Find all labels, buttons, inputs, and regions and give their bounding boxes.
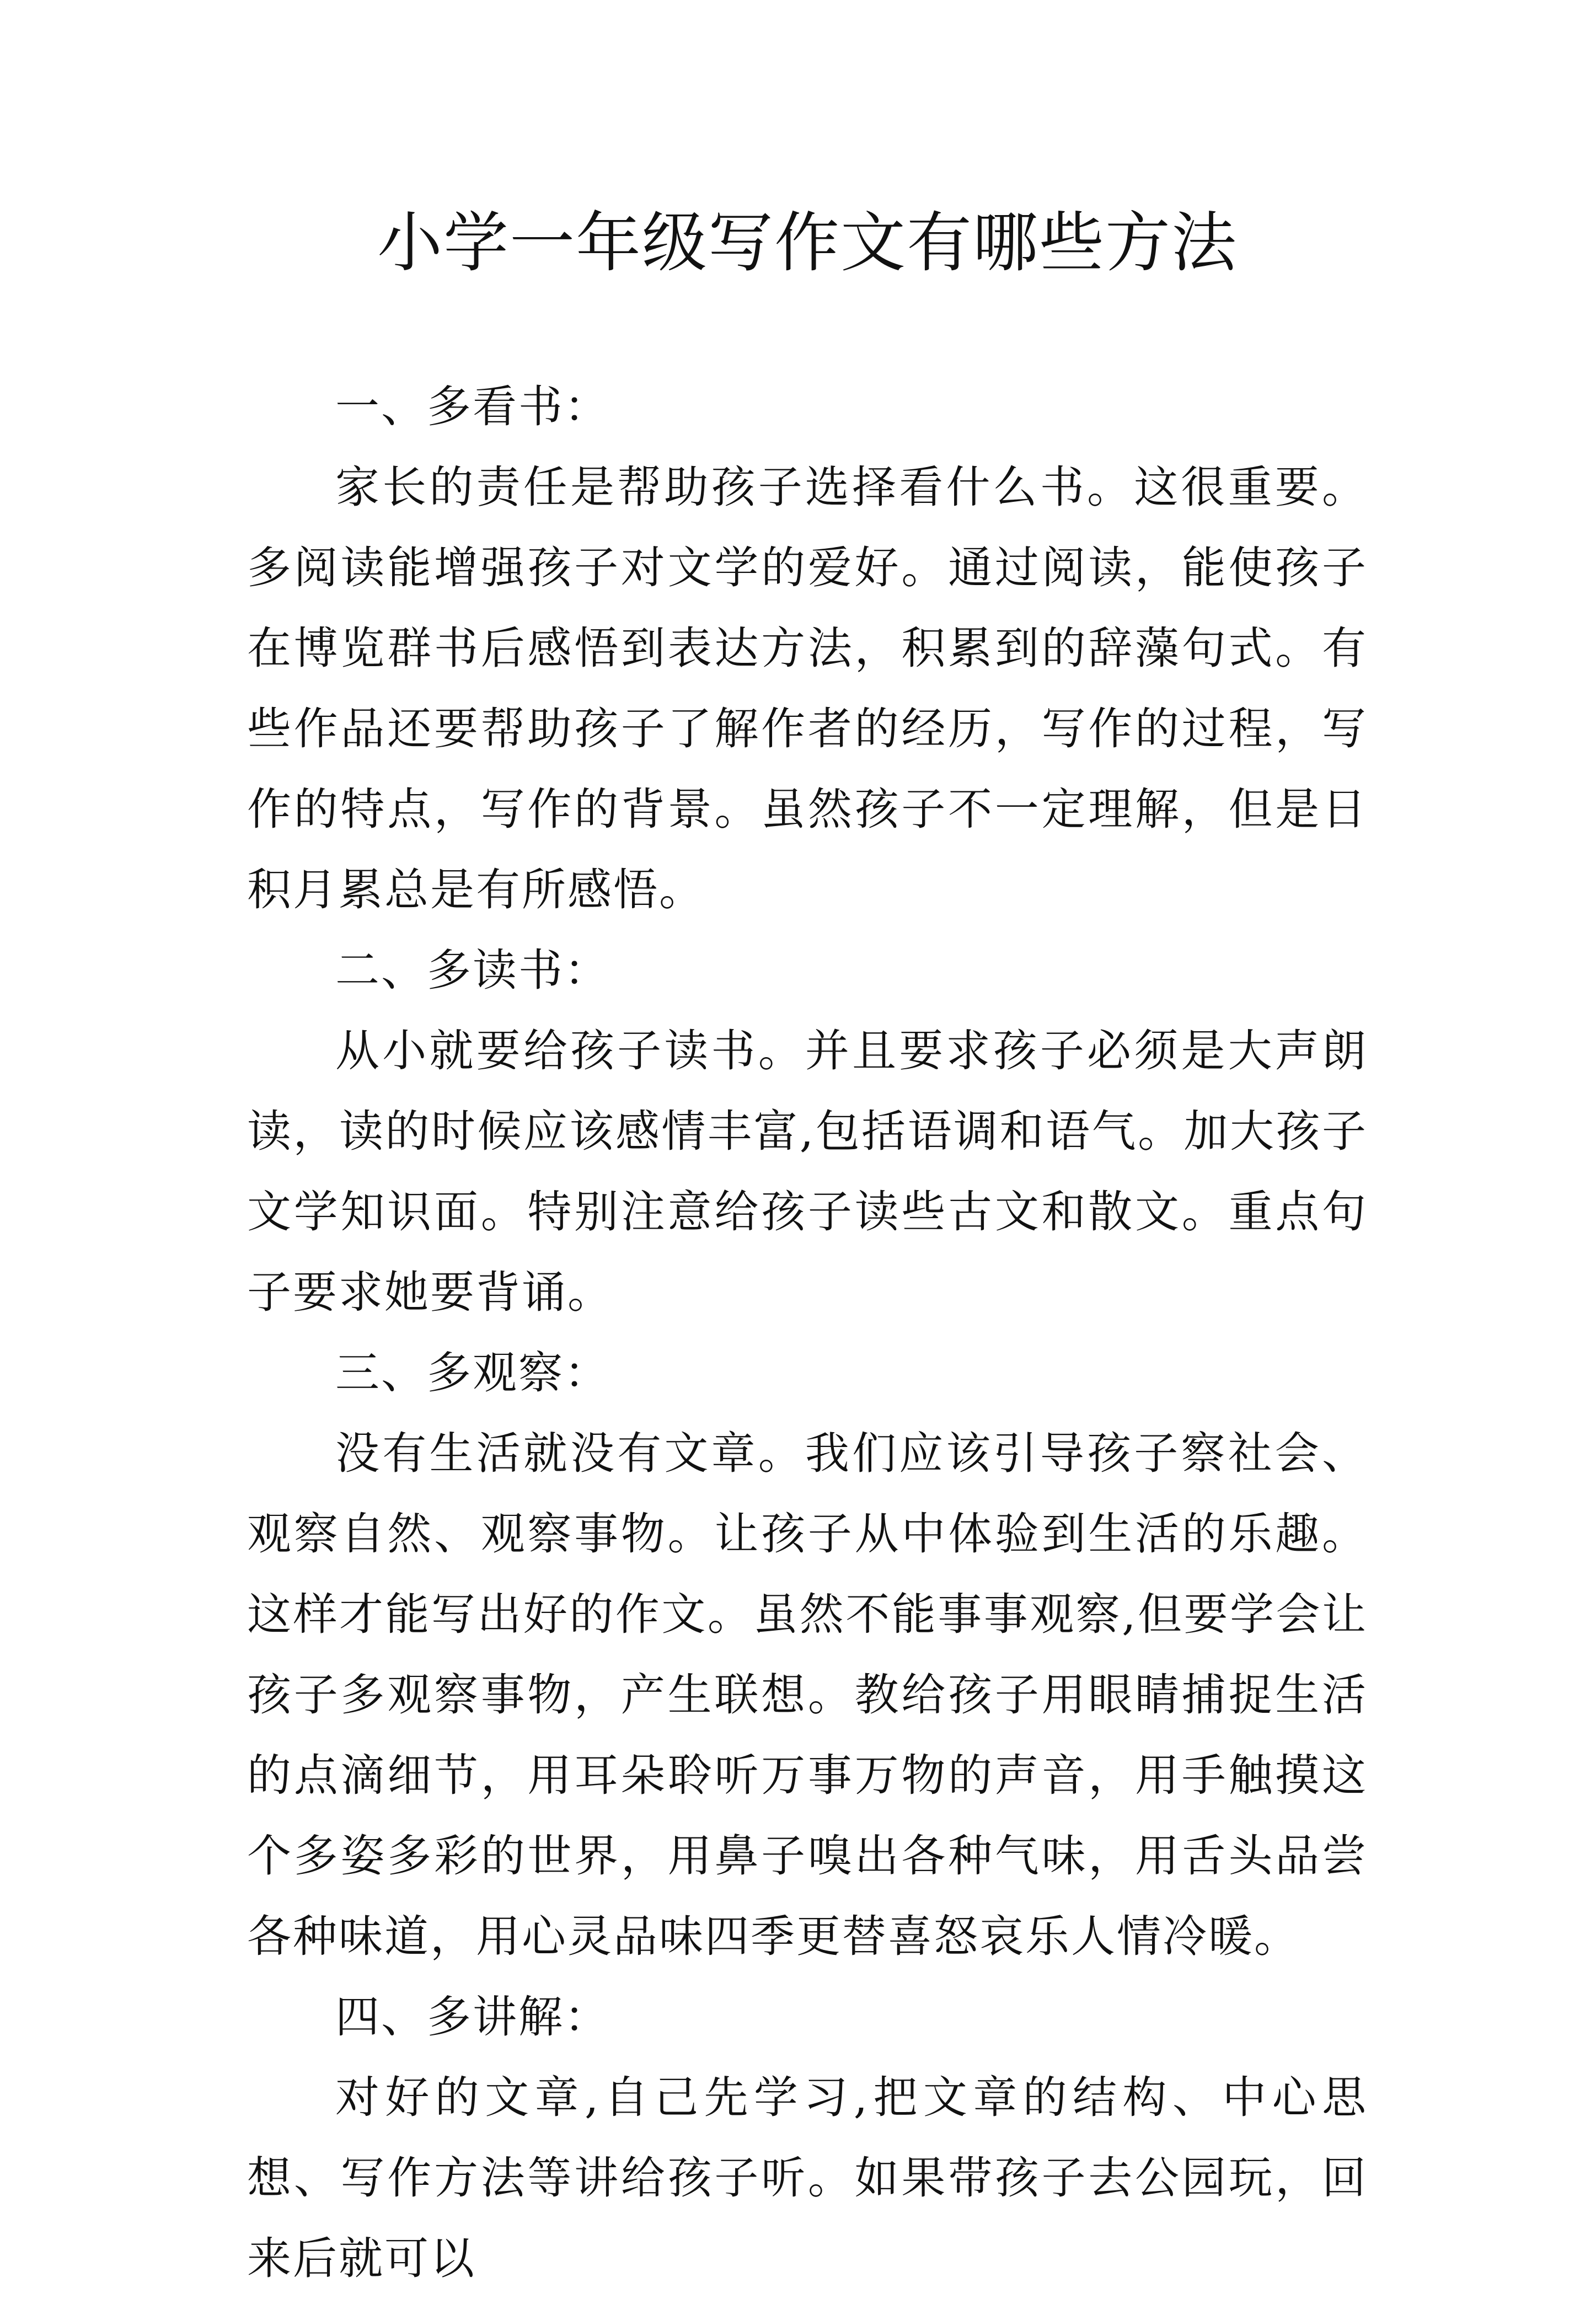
section-heading: 一、多看书： — [335, 381, 610, 432]
document-page — [247, 0, 1368, 2284]
section-heading: 二、多读书： — [335, 945, 610, 996]
section-paragraph: 家长的责任是帮助孩子选择看什么书。这很重要。多阅读能增强孩子对文学的爱好。通过阅读，能使孩子在博览群书后感悟到表达方法，积累到的辞藻句式。有些作品还要帮助孩子了解作者的经历，写作的过程，写作的特点，写作的背景。虽然孩子不一定理解，但是日积月累总是有所感悟。 — [247, 462, 1368, 915]
section-observe — [247, 1333, 1368, 1977]
section-heading: 三、多观察： — [335, 1347, 610, 1398]
section-heading: 四、多讲解： — [335, 1991, 610, 2043]
section-paragraph: 没有生活就没有文章。我们应该引导孩子察社会、观察自然、观察事物。让孩子从中体验到生活的乐趣。这样才能写出好的作文。虽然不能事事观察,但要学会让孩子多观察事物，产生联想。教给孩子用眼睛捕捉生活的点滴细节，用耳朵聆听万事万物的声音，用手触摸这个多姿多彩的世界，用鼻子嗅出各种气味，用舌头品尝各种味道，用心灵品味四季更替喜怒哀乐人情冷暖。 — [247, 1428, 1368, 1962]
section-paragraph: 对好的文章,自己先学习,把文章的结构、中心思想、写作方法等讲给孩子听。如果带孩子去公园玩，回来后就可以 — [247, 2072, 1368, 2284]
section-read-books — [247, 367, 1368, 930]
document-title: 小学一年级写作文有哪些方法 — [377, 205, 1238, 281]
section-paragraph: 从小就要给孩子读书。并且要求孩子必须是大声朗读，读的时候应该感情丰富,包括语调和语气。加大孩子文学知识面。特别注意给孩子读些古文和散文。重点句子要求她要背诵。 — [247, 1025, 1368, 1318]
section-read-aloud — [247, 930, 1368, 1333]
section-explain — [247, 1977, 1368, 2299]
document-body — [247, 367, 1368, 2299]
